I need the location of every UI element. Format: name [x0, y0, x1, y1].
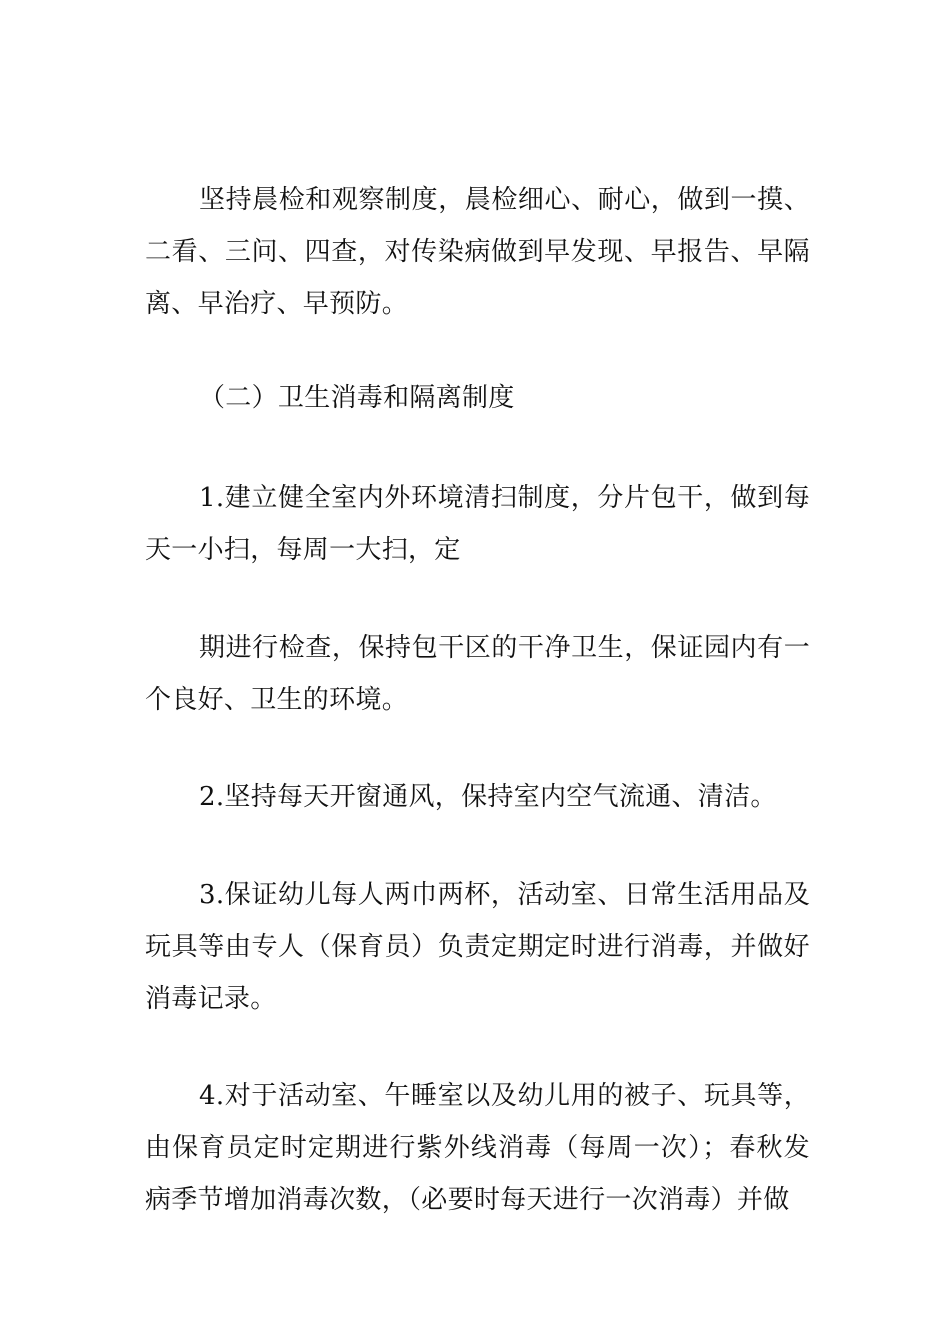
paragraph-item-1-continued: 期进行检查，保持包干区的干净卫生，保证园内有一个良好、卫生的环境。 [145, 633, 810, 715]
paragraph-item-4: 4.对于活动室、午睡室以及幼儿用的被子、玩具等，由保育员定时定期进行紫外线消毒（每周一次）；春秋发病季节增加消毒次数，（必要时每天进行一次消毒）并做 [145, 1081, 810, 1215]
paragraph-item-3: 3.保证幼儿每人两巾两杯，活动室、日常生活用品及玩具等由专人（保育员）负责定期定时进行消毒，并做好消毒记录。 [145, 880, 810, 1014]
paragraph-morning-check: 坚持晨检和观察制度，晨检细心、耐心，做到一摸、二看、三问、四查，对传染病做到早发现、早报告、早隔离、早治疗、早预防。 [145, 185, 810, 319]
paragraph-item-2: 2.坚持每天开窗通风，保持室内空气流通、清洁。 [199, 782, 777, 812]
section-heading-disinfection: （二）卫生消毒和隔离制度 [199, 383, 515, 413]
paragraph-item-1: 1.建立健全室内外环境清扫制度，分片包干，做到每天一小扫，每周一大扫，定 [145, 483, 810, 565]
